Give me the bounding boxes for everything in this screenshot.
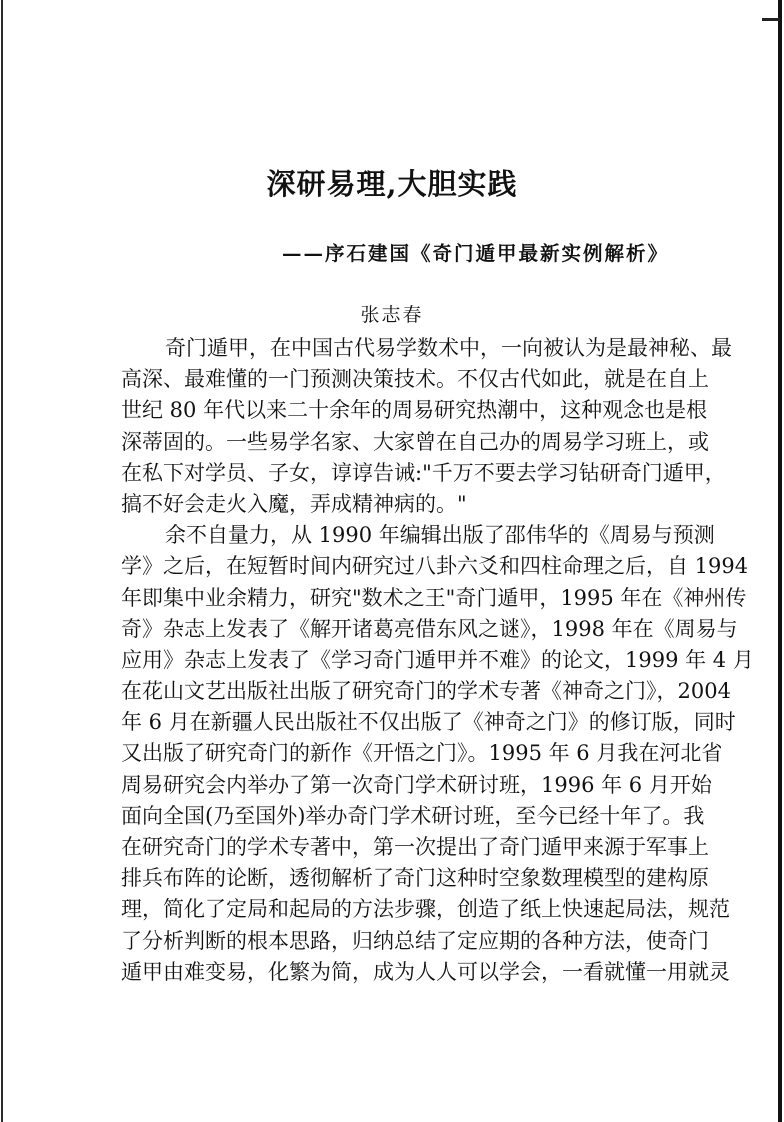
author-name: 张志春 [360, 304, 424, 326]
text-line: 高深、最难懂的一门预测决策技术。不仅古代如此，就是在自上 [121, 367, 709, 392]
text-line: 深蒂固的。一些易学名家、大家曾在自己办的周易学习班上，或 [121, 429, 709, 454]
text-line: 在研究奇门的学术专著中，第一次提出了奇门遁甲来源于军事上 [121, 835, 709, 859]
text-line: 搞不好会走火入魔，弄成精神病的。" [121, 491, 467, 516]
page-subtitle: ——序石建国《奇门遁甲最新实例解析》 [282, 242, 670, 265]
text-line: 排兵布阵的论断，透彻解析了奇门这种时空象数理模型的建构原 [121, 866, 709, 891]
text-line: 又出版了研究奇门的新作《开悟之门》。1995 年 6 月我在河北省 [121, 741, 723, 766]
text-line: 了分析判断的根本思路，归纳总结了定应期的各种方法，使奇门 [121, 928, 709, 953]
text-line: 在私下对学员、子女，谆谆告诫:"千万不要去学习钻研奇门遁甲， [121, 460, 726, 485]
text-line: 在花山文艺出版社出版了研究奇门的学术专著《神奇之门》，2004 [121, 679, 731, 704]
text-line: 奇》杂志上发表了《解开诸葛亮借东风之谜》，1998 年在《周易与 [121, 616, 738, 641]
text-line: 世纪 80 年代以来二十余年的周易研究热潮中，这种观念也是根 [121, 398, 708, 423]
page-title: 深研易理,大胆实践 [266, 167, 518, 201]
scan-mark [762, 18, 780, 21]
text-line: 奇门遁甲，在中国古代易学数术中，一向被认为是最神秘、最 [165, 336, 732, 360]
body-text [121, 333, 754, 988]
text-line: 余不自量力，从 1990 年编辑出版了邵伟华的《周易与预测 [165, 523, 715, 548]
text-line: 学》之后，在短暂时间内研究过八卦六爻和四柱命理之后，自 1994 [121, 554, 749, 579]
text-line: 理，简化了定局和起局的方法步骤，创造了纸上快速起局法，规范 [121, 897, 730, 922]
text-line: 周易研究会内举办了第一次奇门学术研讨班，1996 年 6 月开始 [121, 772, 712, 797]
text-line: 面向全国(乃至国外)举办奇门学术研讨班，至今已经十年了。我 [121, 803, 705, 828]
text-line: 应用》杂志上发表了《学习奇门遁甲并不难》的论文，1999 年 4 月 [121, 647, 754, 672]
text-line: 遁甲由难变易，化繁为简，成为人人可以学会，一看就懂一用就灵 [121, 959, 730, 984]
text-line: 年 6 月在新疆人民出版社不仅出版了《神奇之门》的修订版，同时 [121, 710, 736, 735]
text-line: 年即集中业余精力，研究"数术之王"奇门遁甲，1995 年在《神州传 [121, 585, 747, 610]
